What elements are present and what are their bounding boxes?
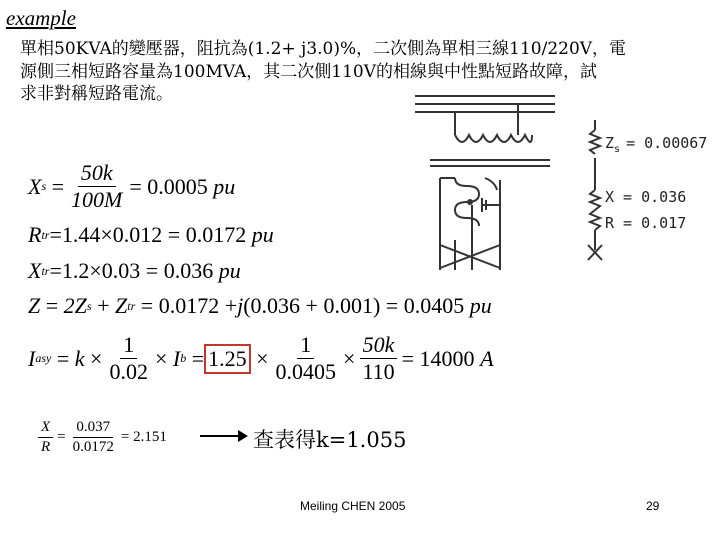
problem-line-1: 單相50KVA的變壓器，阻抗為(1.2+ j3.0)%，二次側為單相三線110/220V，電 — [20, 39, 627, 59]
page-number: 29 — [646, 499, 660, 513]
slide-title: example — [6, 6, 76, 30]
highlighted-value-box: 1.25 — [204, 344, 251, 374]
zs-label: $Z_s = 0.00067$ — [605, 134, 708, 155]
equation-rtr: R tr =1.44×0.012 = 0.0172 pu — [28, 222, 274, 247]
problem-line-3: 求非對稱短路電流。 — [20, 84, 173, 104]
equation-z: Z = 2Z s + Z tr = 0.0172 + j (0.036 + 0.001) = 0.0405 pu — [28, 293, 492, 318]
equation-xtr: X tr =1.2×0.03 = 0.036 pu — [28, 258, 241, 283]
r-impedance-label: R = 0.017 — [605, 214, 687, 232]
equation-xr-ratio: $\frac{X}{R}$ = $\frac{0.037}{0.0172}$ = 2.151 — [34, 418, 167, 457]
transformer-circuit-diagram — [400, 90, 720, 270]
ground-node — [467, 199, 473, 205]
fraction-0.037-0.0172: $\frac{0.037}{0.0172}$ — [72, 419, 114, 455]
equation-xs: X s = $\frac{50k}{100M}$ = 0.0005 pu — [28, 160, 236, 212]
right-arrow-icon — [198, 428, 250, 444]
footer-author: Meiling CHEN 2005 — [300, 499, 406, 513]
fraction-x-r: $\frac{X}{R}$ — [38, 418, 53, 457]
fraction-1-0.02: $\frac{1}{0.02}$ — [109, 332, 148, 384]
fraction-50k-100m: $\frac{50k}{100M}$ — [71, 160, 123, 212]
fraction-50k-110: $\frac{50k}{110}$ — [359, 332, 397, 385]
equation-iasy: I asy = k × $\frac{1}{0.02}$ × I b = 1.25 × $\frac{1}{0.0405}$ × $\frac{50k}{110}$ = 14000 A — [28, 332, 494, 384]
problem-line-2: 源側三相短路容量為100MVA，其二次側110V的相線與中性點短路故障，試 — [20, 61, 597, 82]
fraction-1-0.0405: $\frac{1}{0.0405}$ — [275, 332, 337, 384]
x-impedance-label: X = 0.036 — [605, 188, 687, 206]
result-text: 查表得k=1.055 — [253, 428, 407, 452]
